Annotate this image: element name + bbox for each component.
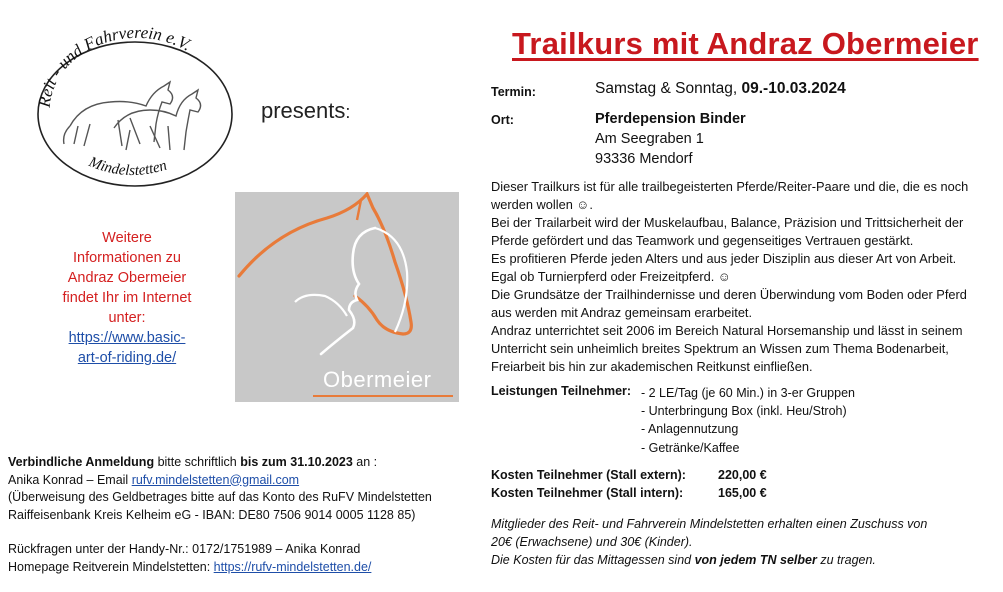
leistung-item: - Unterbringung Box (inkl. Heu/Stroh) bbox=[641, 404, 847, 419]
description-paragraph: Die Grundsätze der Trailhindernisse und deren Überwindung vom Boden oder Pferd aus werden mit Andraz gemeinsam erarbeitet. bbox=[491, 287, 967, 320]
leistungen-list bbox=[641, 384, 855, 457]
info-line: findet Ihr im Internet bbox=[62, 290, 192, 306]
registration-text: bitte schriftlich bbox=[154, 455, 241, 469]
termin-dates: 09.-10.03.2024 bbox=[741, 80, 846, 97]
cost-row-extern bbox=[491, 468, 767, 482]
photo-brand-text: Obermeier bbox=[323, 367, 432, 392]
payment-line: (Überweisung des Geldbetrages bitte auf das Konto des RuFV Mindelstetten bbox=[8, 490, 432, 504]
ort-label: Ort: bbox=[491, 113, 514, 127]
note-text: zu tragen. bbox=[816, 553, 876, 567]
cost-label: Kosten Teilnehmer (Stall extern): bbox=[491, 468, 686, 482]
description-paragraph: Bei der Trailarbeit wird der Muskelaufbau, Balance, Präzision und Trittsicherheit der Pferde gefördert und das Teamwork und gegenseitiges Vertrauen gestärkt. bbox=[491, 215, 964, 248]
cost-amount: 165,00 € bbox=[718, 486, 767, 500]
leistung-item: - Getränke/Kaffee bbox=[641, 440, 740, 455]
presents-label bbox=[261, 98, 350, 124]
info-line: unter: bbox=[108, 310, 146, 326]
presents-colon: : bbox=[345, 102, 351, 122]
registration-line bbox=[8, 454, 478, 472]
termin-days: Samstag & Sonntag, bbox=[595, 80, 742, 97]
info-link-line[interactable]: https://www.basic- bbox=[68, 330, 186, 346]
note-line: 20€ (Erwachsene) und 30€ (Kinder). bbox=[491, 535, 693, 549]
info-line: Weitere bbox=[102, 230, 152, 246]
description-paragraph: Dieser Trailkurs ist für alle trailbegeisterten Pferde/Reiter-Paare und die, die es noch werden wollen ☺. bbox=[491, 179, 969, 212]
info-link-line[interactable]: art-of-riding.de/ bbox=[77, 350, 177, 366]
contact-name: Anika Konrad – Email bbox=[8, 472, 132, 487]
logo-arc-text: Reit - und Fahrverein e.V. bbox=[34, 26, 195, 109]
homepage-link[interactable]: https://rufv-mindelstetten.de/ bbox=[213, 559, 372, 574]
brand-underline bbox=[313, 395, 453, 397]
ort-name: Pferdepension Binder bbox=[595, 111, 746, 127]
info-line: Andraz Obermeier bbox=[67, 270, 187, 286]
cost-label: Kosten Teilnehmer (Stall intern): bbox=[491, 486, 684, 500]
info-line: Informationen zu bbox=[72, 250, 181, 266]
note-text: Die Kosten für das Mittagessen sind bbox=[491, 553, 695, 567]
termin-label: Termin: bbox=[491, 85, 536, 99]
leistung-item: - 2 LE/Tag (je 60 Min.) in 3-er Gruppen bbox=[641, 386, 855, 400]
leistungen-label: Leistungen Teilnehmer: bbox=[491, 384, 632, 398]
registration-text: an : bbox=[352, 455, 378, 469]
svg-text:Mindelstetten bbox=[86, 154, 169, 179]
member-note bbox=[491, 515, 981, 569]
termin-value bbox=[595, 79, 846, 99]
registration-bold: Verbindliche Anmeldung bbox=[8, 455, 155, 469]
svg-text:Reit - und Fahrverein e.V. bbox=[34, 26, 194, 109]
course-description bbox=[491, 178, 971, 376]
leistung-item: - Anlagennutzung bbox=[641, 422, 739, 437]
registration-deadline: bis zum 31.10.2023 bbox=[240, 455, 353, 469]
info-website-link[interactable] bbox=[44, 328, 210, 368]
logo-bottom-text: Mindelstetten bbox=[86, 154, 169, 180]
homepage-label: Homepage Reitverein Mindelstetten: bbox=[8, 559, 214, 574]
email-link[interactable]: rufv.mindelstetten@gmail.com bbox=[131, 472, 300, 487]
info-text bbox=[44, 228, 210, 368]
bank-line: Raiffeisenbank Kreis Kelheim eG - IBAN: DE80 7506 9014 0005 1128 85) bbox=[8, 507, 416, 522]
phone-line: Rückfragen unter der Handy-Nr.: 0172/1751989 – Anika Konrad bbox=[8, 542, 361, 556]
horse-icon bbox=[64, 82, 201, 150]
cost-amount: 220,00 € bbox=[718, 468, 767, 482]
presents-word: presents bbox=[261, 98, 346, 123]
note-line bbox=[491, 551, 981, 569]
contact-line bbox=[8, 472, 478, 490]
obermeier-brand-image bbox=[235, 192, 459, 402]
description-paragraph: Es profitieren Pferde jeden Alters und aus jeder Disziplin aus dieser Art von Arbeit. Egal ob Turnierpferd oder Freizeitpferd. ☺ bbox=[491, 251, 957, 284]
registration-block bbox=[8, 454, 478, 576]
homepage-line bbox=[8, 559, 478, 577]
ort-value bbox=[595, 109, 746, 169]
page-title: Trailkurs mit Andraz Obermeier bbox=[512, 26, 979, 61]
note-line: Mitglieder des Reit- und Fahrverein Mindelstetten erhalten einen Zuschuss von bbox=[491, 517, 928, 531]
note-bold: von jedem TN selber bbox=[694, 553, 817, 567]
ort-city: 93336 Mendorf bbox=[595, 151, 693, 167]
description-paragraph: Andraz unterrichtet seit 2006 im Bereich Natural Horsemanship und lässt in seinem Unterricht sein unheimlich breites Spektrum an Wissen zum Thema Bodenarbeit, Freiarbeit bis hin zur akademischen Reitkunst einfließen. bbox=[491, 323, 963, 374]
ort-street: Am Seegraben 1 bbox=[595, 131, 704, 147]
club-logo bbox=[30, 26, 240, 192]
cost-row-intern bbox=[491, 486, 767, 500]
